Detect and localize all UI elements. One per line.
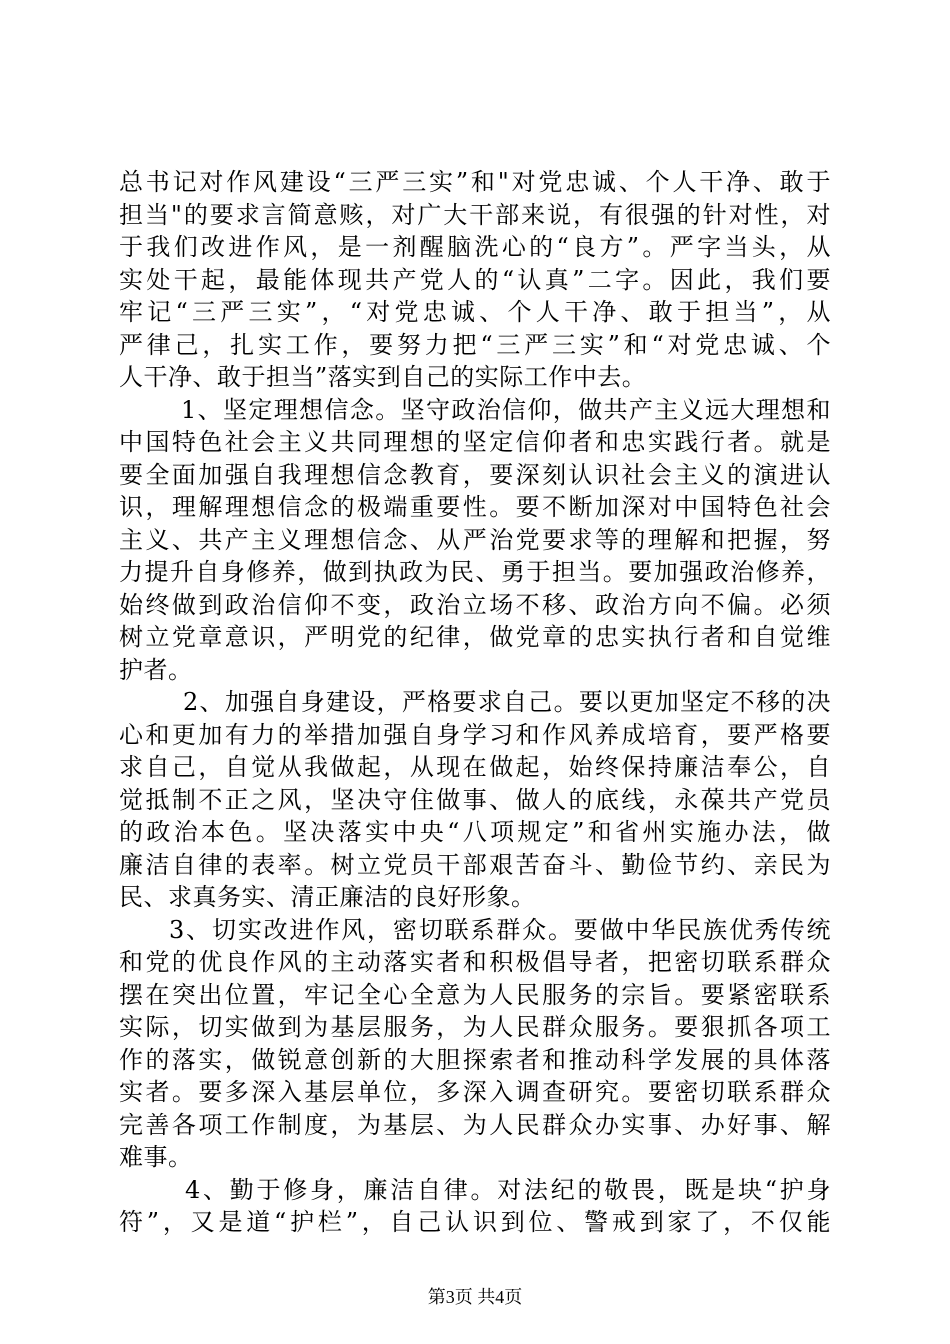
text-line: 觉抵制不正之风，坚决守住做事、做人的底线，永葆共产党员 [119,785,831,814]
text-line: 的政治本色。坚决落实中央“八项规定”和省州实施办法，做 [119,818,831,846]
text-line: 实际，切实做到为基层服务，为人民群众服务。要狠抓各项工 [119,1013,831,1041]
text-line: 求自己，自觉从我做起，从现在做起，始终保持廉洁奉公，自 [119,753,831,781]
section-heading-line: 1、坚定理想信念。坚守政治信仰，做共产主义远大理想和 [181,395,831,424]
text-line: 实处干起，最能体现共产党人的“认真”二字。因此，我们要 [119,265,831,294]
text-line: 难事。 [119,1143,193,1171]
section-heading-line: 3、切实改进作风，密切联系群众。要做中华民族优秀传统 [169,915,831,944]
text-line: 于我们改进作风，是一剂醒脑洗心的“良方”。严字当头，从 [119,233,831,261]
section-heading-line: 4、勤于修身，廉洁自律。对法纪的敬畏，既是块“护身 [185,1175,831,1204]
text-line: 主义、共产主义理想信念、从严治党要求等的理解和把握，努 [119,525,831,554]
text-line: 实者。要多深入基层单位，多深入调查研究。要密切联系群众 [119,1078,831,1106]
text-line: 人干净、敢于担当”落实到自己的实际工作中去。 [119,363,647,391]
text-line: 始终做到政治信仰不变，政治立场不移、政治方向不偏。必须 [119,590,831,619]
text-line: 符”，又是道“护栏”，自己认识到位、警戒到家了，不仅能 [119,1208,831,1236]
text-line: 总书记对作风建设“三严三实”和"对党忠诚、个人干净、敢于 [119,168,831,196]
text-line: 护者。 [119,655,193,684]
text-line: 担当"的要求言简意赅，对广大干部来说，有很强的针对性，对 [119,200,831,229]
text-line: 廉洁自律的表率。树立党员干部艰苦奋斗、勤俭节约、亲民为 [119,850,831,879]
text-line: 严律己，扎实工作，要努力把“三严三实”和“对党忠诚、个 [119,330,831,359]
text-line: 民、求真务实、清正廉洁的良好形象。 [119,883,536,911]
text-line: 中国特色社会主义共同理想的坚定信仰者和忠实践行者。就是 [119,428,831,456]
section-heading-line: 2、加强自身建设，严格要求自己。要以更加坚定不移的决 [183,688,831,716]
text-line: 力提升自身修养，做到执政为民、勇于担当。要加强政治修养， [119,558,831,586]
text-line: 心和更加有力的举措加强自身学习和作风养成培育，要严格要 [119,720,831,749]
text-line: 完善各项工作制度，为基层、为人民群众办实事、办好事、解 [119,1110,831,1139]
text-line: 摆在突出位置，牢记全心全意为人民服务的宗旨。要紧密联系 [119,980,831,1009]
text-line: 要全面加强自我理想信念教育，要深刻认识社会主义的演进认 [119,460,831,489]
text-line: 作的落实，做锐意创新的大胆探索者和推动科学发展的具体落 [119,1045,831,1074]
page-number-footer: 第3页 共4页 [427,1287,523,1307]
text-line: 和党的优良作风的主动落实者和积极倡导者，把密切联系群众 [119,948,831,976]
text-line: 树立党章意识，严明党的纪律，做党章的忠实执行者和自觉维 [119,623,831,651]
text-line: 牢记“三严三实”，“对党忠诚、个人干净、敢于担当”，从 [119,298,831,326]
document-body [119,166,831,1239]
text-line: 识，理解理想信念的极端重要性。要不断加深对中国特色社会 [119,493,831,521]
